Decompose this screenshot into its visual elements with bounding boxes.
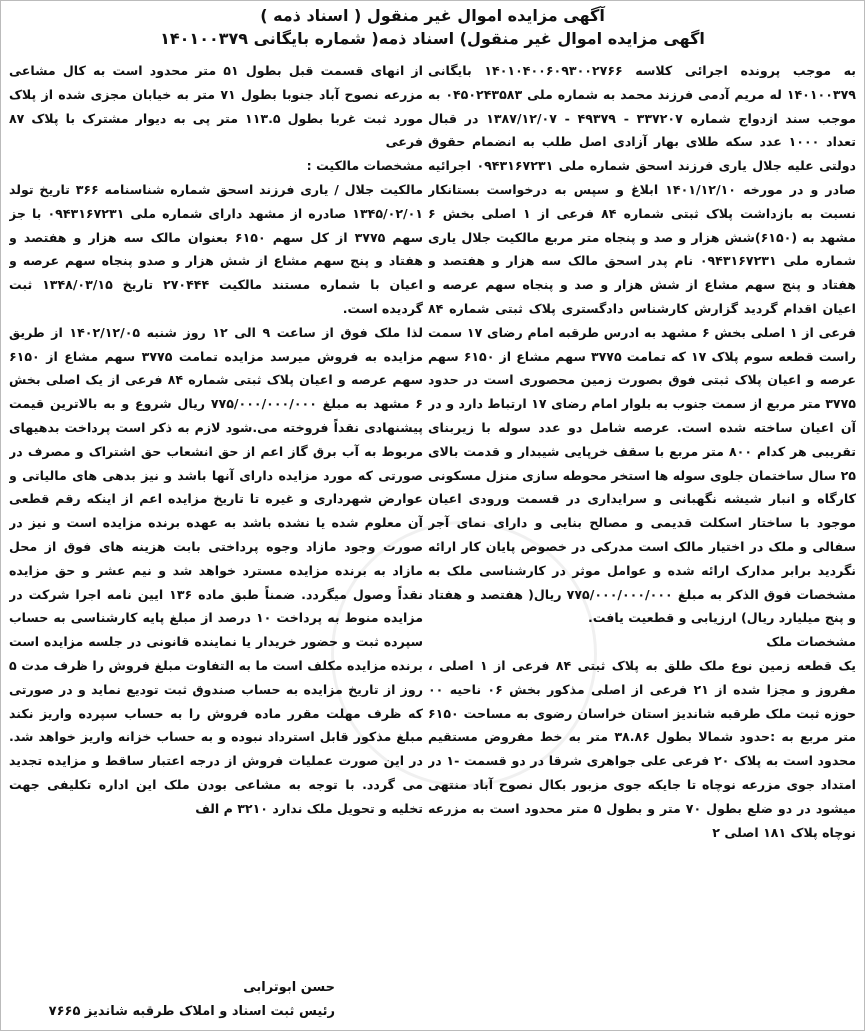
signer-title: رئیس ثبت اسناد و املاک طرقبه شاندیز ۷۶۶۵	[48, 1004, 335, 1019]
signer-name: حسن ابوترابی	[243, 980, 335, 995]
ownership-paragraph: مالکیت جلال / یاری فرزند اسحق شماره شناسنامه ۳۶۶ تاریخ تولد ۱۳۴۵/۰۲/۰۱ صادره از مشهد دارای شماره ملی ۰۹۴۳۱۶۷۲۳۱ با جز سهم ۳۷۷۵ از کل سهم ۶۱۵۰ بعنوان مالک سه هزار و هفتصد و هفتاد و پنج سهم مشاع از شش هزار و صدو پنجاه سهم عرصه و اعیان با شماره مستند مالکیت ۲۷۰۴۴۴ تاریخ ۱۳۴۸/۰۳/۱۵ ثبت گردیده است.	[9, 181, 423, 316]
property-specs-paragraph: یک قطعه زمین نوع ملک طلق به پلاک ثبتی ۸۴ فرعی از ۱ اصلی ، مفروز و مجزا شده از ۲۱ فرعی از اصلی مذکور بخش ۰۶ ناحیه ۰۰ حوزه ثبت ملک طرقبه شاندیز استان خراسان رضوی به مساحت ۶۱۵۰ متر مربع به :حدود شمالا بطول ۳۸.۸۶ متر به خط مفروض مستقیم محدود است به پلاک ۲۰ فرعی علی جواهری شرقا در دو قسمت -۱ در امتداد جوی مزرعه نوچاه تا جایکه جوی مزبور بکال نصوح آباد منتهی میشود در دو ضلع بطول ۷۰ متر و بطول ۵ متر محدود است به مزرعه نوچاه پلاک ۱۸۱ اصلی ۲	[428, 657, 856, 840]
boundary-paragraph: از انهای قسمت قبل بطول ۵۱ متر محدود است به کال مشاعی مزرعه نصوح آباد جنوبا بطول ۷۱ متر به خیابان مجزی شده از پلاک مورد ثبت غربا بطول ۱۱۳.۵ متر پی به دیوار مشترک با پلاک ۸۷ فرعی	[9, 63, 423, 150]
ownership-heading: مشخصات مالکیت :	[306, 158, 423, 174]
signature-block	[15, 976, 335, 1024]
property-specs-heading: مشخصات ملک	[766, 634, 856, 650]
notice-title: آگهی مزایده اموال غیر منقول ( اسناد ذمه )	[260, 6, 605, 25]
auction-terms-paragraph: لذا ملک فوق از ساعت ۹ الی ۱۲ روز شنبه ۱۴۰۲/۱۲/۰۵ از طریق مزایده به فروش میرسد مزایده تمامت ۳۷۷۵ سهم مشاع از ۶۱۵۰ سهم عرصه و اعیان پلاک ثبتی شماره ۸۴ فرعی از یک اصلی بخش ۶ مشهد به مبلغ ۷۷۵/۰۰۰/۰۰۰/۰۰۰ ریال شروع و به بالاترین قیمت پیشنهادی نقداً فروخته می.شود لازم به ذکر است پرداخت بدهیهای مربوط به آب برق گاز اعم از حق انشعاب حق اشتراک و مصرف در صورتی که مورد مزایده دارای آنها باشد و نیز بدهی های مالیاتی و عوارض شهرداری و غیره تا تاریخ مزایده اعم از اینکه رقم قطعی آن معلوم شده یا نشده باشد به عهده برنده مزایده است و نیز در صورت وجود مازاد وجوه پرداختی بابت هزینه های فوق از محل مازاد به برنده مزایده مسترد خواهد شد و نیم عشر و حق مزایده نقداً وصول میگردد. ضمناً طبق ماده ۱۳۶ ایین نامه اجرا شرکت در مزایده منوط به پرداخت ۱۰ درصد از مبلغ پایه کارشناسی به حساب سپرده ثبت و حضور خریدار یا نماینده قانونی در جلسه مزایده است برنده مزایده مکلف است ما به التفاوت مبلغ فروش را ظرف مدت ۵ روز از تاریخ مزایده به حساب صندوق ثبت توديع نمايد و در صورتی که ظرف مهلت مقرر ماده فروش را به حساب سپرده واریز نکند مبلغ مذکور قابل استرداد نبوده و به حساب خزانه واریز خواهد شد. در این صورت عملیات فروش از درجه اعتبار ساقط و مزایده تجدید می گردد. با توجه به مشاعی بودن ملک این اداره تکلیفی جهت تخلیه و تحویل ملک ندارد ۳۲۱۰ م الف	[9, 324, 423, 816]
case-paragraph: به موجب پرونده اجرائی کلاسه ۱۴۰۱۰۴۰۰۶۰۹۳۰۰۲۷۶۶ بایگانی ۱۴۰۱۰۰۳۷۹ له مریم آدمی فرزند محمد به شماره ملی ۰۴۵۰۲۴۳۵۸۳ به موجب سند ازدواج شماره ۳۳۷۲۰۷ - ۴۹۳۷۹ - ۱۳۸۷/۱۲/۰۷ در قبال تعداد ۱۰۰۰ عدد سکه طلای بهار آزادی اصل طلب به انضمام حقوق دولتی علیه جلال یاری فرزند اسحق شماره ملی ۰۹۴۳۱۶۷۲۳۱ اجرائیه صادر و در مورخه ۱۴۰۱/۱۲/۱۰ ابلاغ و سپس به درخواست بستانکار نسبت به بازداشت پلاک ثبتی شماره ۸۴ فرعی از ۱ اصلی بخش ۶ مشهد به (۶۱۵۰)شش هزار و صد و پنجاه متر مربع مالکیت جلال یاری شماره ملی ۰۹۴۳۱۶۷۲۳۱ نام پدر اسحق مالک سه هزار و هفتصد و هفتاد و پنج سهم مشاع از شش هزار و صد و پنجاه سهم عرصه و اعیان اقدام گردید گزارش کارشناس دادگستری پلاک ثبتی شماره ۸۴ فرعی از ۱ اصلی بخش ۶ مشهد به ادرس طرقبه امام رضای ۱۷ سمت راست قطعه سوم پلاک ۱۷ که تمامت ۳۷۷۵ سهم مشاع از ۶۱۵۰ سهم عرصه و اعیان پلاک ثبتی فوق بصورت زمین محصوری است در حدود ۳۷۷۵ متر مربع از سمت جنوب به بلوار امام رضای ۱۷ ارتباط دارد و در آن اعیان ساخته شده است. عرصه شامل دو عدد سوله با زیربنای تقریبی هر کدام ۸۰۰ متر مربع با سقف خرپایی شیبدار و قدمت بالای ۲۵ سال ساختمان جلوی سوله ها استخر محوطه سازی منزل مسکونی کارگاه و انبار شیشه نگهبانی و سرایداری در قسمت ورودی اعیان موجود با ساختار اسکلت قدیمی و مصالح بنایی و دارای نمای آجر سفالی و ملک در اختیار مالک است مدرکی در خصوص پایان کار ارائه نگردید برابر مدارک ارائه شده و عوامل موثر در کارشناسی ملک به مشخصات فوق الذکر به مبلغ ۷۷۵/۰۰۰/۰۰۰/۰۰۰ ریال( هفتصد و هفتاد و پنج میلیارد ریال) ارزیابی و قطعیت یافت.	[428, 63, 856, 626]
notice-subtitle: اگهی مزایده اموال غیر منقول) اسناد ذمه( شماره بایگانی ۱۴۰۱۰۰۳۷۹	[160, 29, 705, 48]
left-column	[9, 59, 423, 1026]
right-column	[428, 59, 856, 1026]
notice-header	[1, 5, 864, 51]
